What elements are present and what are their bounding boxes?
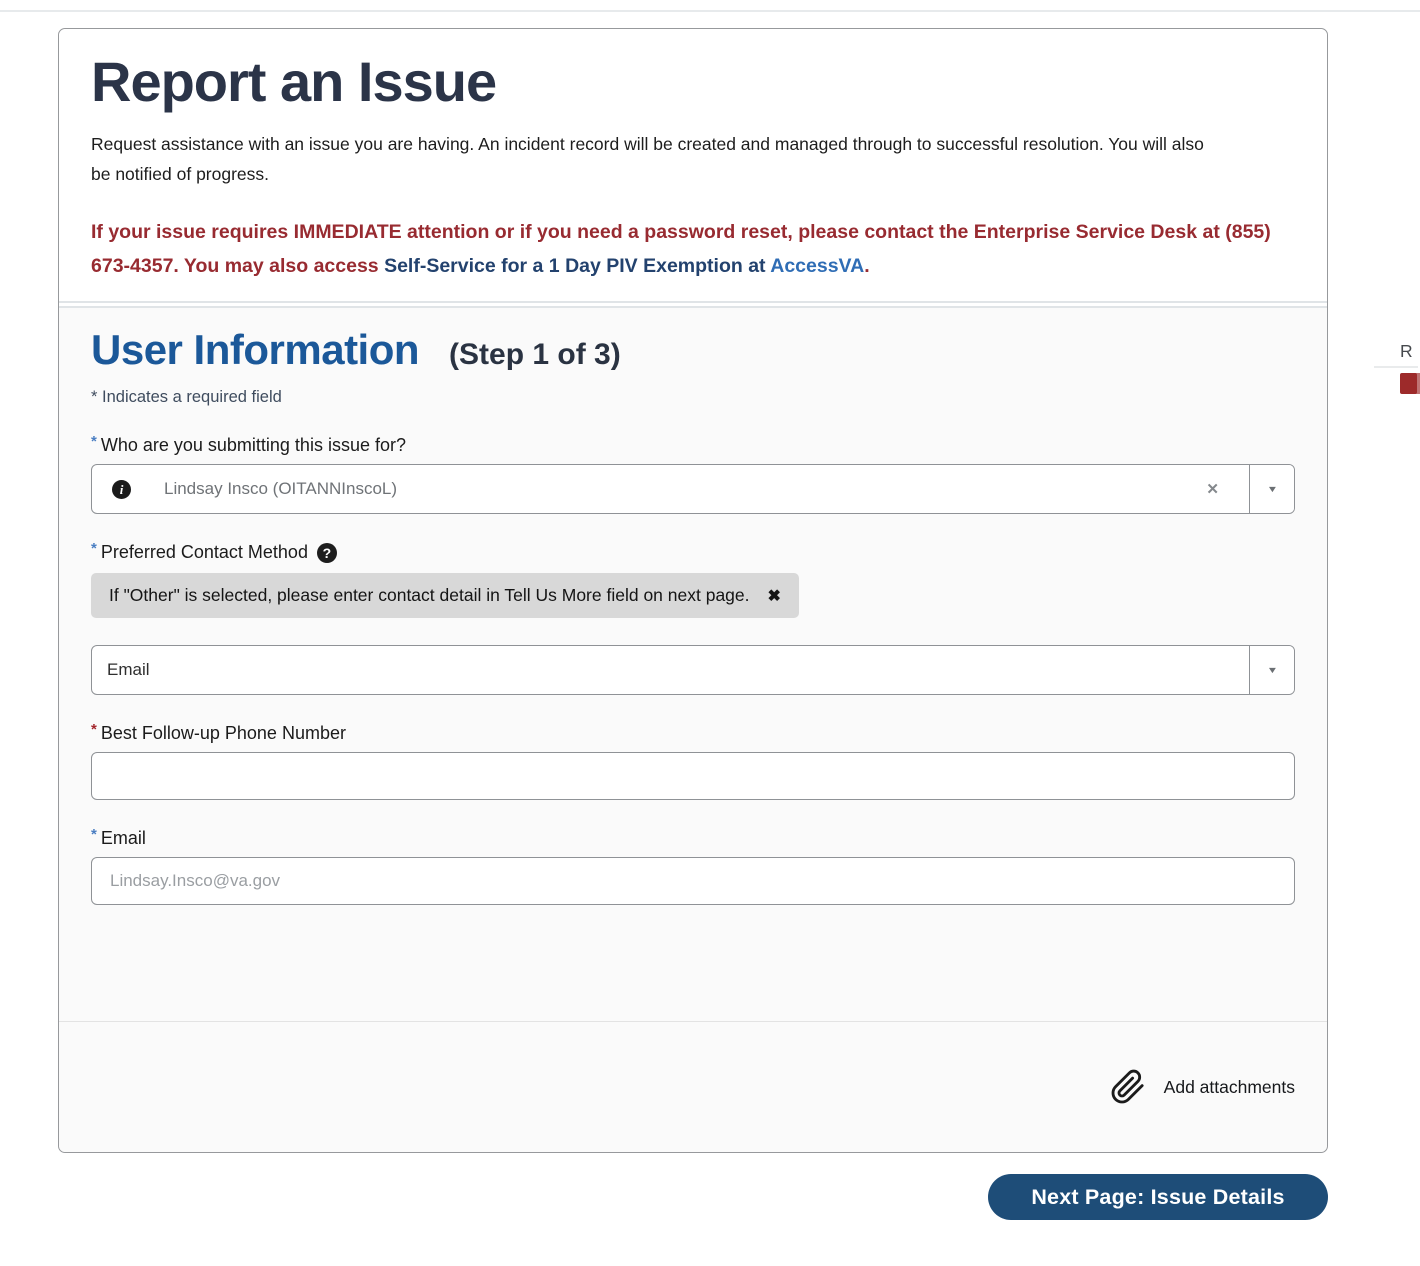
required-asterisk: * [91,721,97,738]
phone-label-text: Best Follow-up Phone Number [100,723,346,743]
chevron-down-icon: ▼ [1266,665,1278,675]
contact-method-value: Email [107,660,150,679]
header-section-divider [59,301,1327,308]
contact-method-tooltip [91,573,799,618]
top-divider-line [0,10,1420,12]
required-asterisk: * [91,540,97,557]
cutoff-underline [1374,366,1418,368]
submitting-for-value: Lindsay Insco (OITANNInscoL) [164,479,398,498]
urgent-warning-text [91,215,1295,283]
close-icon[interactable]: ✖ [767,587,781,605]
contact-method-select-main[interactable] [92,646,1249,694]
user-information-section [59,308,1327,1022]
info-icon[interactable]: i [112,480,131,499]
contact-method-label [91,542,1295,563]
contact-method-dropdown-button[interactable] [1249,646,1294,694]
warning-red-segment: If your issue requires IMMEDIATE attention or if you need a password reset, please contact the Enterprise Service Desk at (855) 673-4357. You may also access [91,220,1271,277]
paperclip-icon [1110,1069,1146,1105]
help-icon[interactable]: ? [317,543,337,563]
accessva-link[interactable]: AccessVA [770,254,865,277]
email-label [91,828,1295,849]
email-input[interactable] [91,857,1295,905]
clear-icon[interactable]: ✕ [1206,481,1219,498]
section-heading [91,326,1295,374]
phone-label [91,723,1295,744]
required-field-note: * Indicates a required field [91,388,282,406]
contact-method-label-text: Preferred Contact Method [100,542,308,562]
required-asterisk: * [91,433,97,450]
contact-method-select[interactable] [91,645,1295,695]
card-header [59,29,1327,301]
page-description: Request assistance with an issue you are having. An incident record will be created and managed through to successful resolution. You will also be notified of progress. [91,133,1204,184]
step-indicator: (Step 1 of 3) [449,338,621,371]
submitting-for-combobox[interactable] [91,464,1295,514]
cutoff-red-badge [1400,373,1420,394]
required-asterisk: * [91,826,97,843]
submitting-for-label-text: Who are you submitting this issue for? [100,435,406,455]
report-issue-card [58,28,1328,1153]
section-title: User Information [91,326,420,373]
submitting-for-dropdown-button[interactable] [1249,465,1294,513]
submitting-for-combobox-main[interactable] [92,465,1249,513]
page-title: Report an Issue [91,50,497,113]
next-page-button[interactable]: Next Page: Issue Details [988,1174,1328,1220]
warning-navy-segment: Self-Service for a 1 Day PIV Exemption at [384,254,771,277]
warning-red-period: . [864,254,870,277]
chevron-down-icon: ▼ [1266,484,1278,494]
tooltip-text: If "Other" is selected, please enter contact detail in Tell Us More field on next page. [109,585,750,605]
add-attachments-button[interactable] [1110,1069,1295,1105]
email-label-text: Email [100,828,146,848]
phone-input[interactable] [91,752,1295,800]
add-attachments-label: Add attachments [1163,1076,1295,1097]
submitting-for-label [91,435,1295,456]
cutoff-right-edge-widget [1400,341,1420,394]
cutoff-label-text: R [1400,341,1413,361]
attachments-footer [59,1022,1327,1152]
